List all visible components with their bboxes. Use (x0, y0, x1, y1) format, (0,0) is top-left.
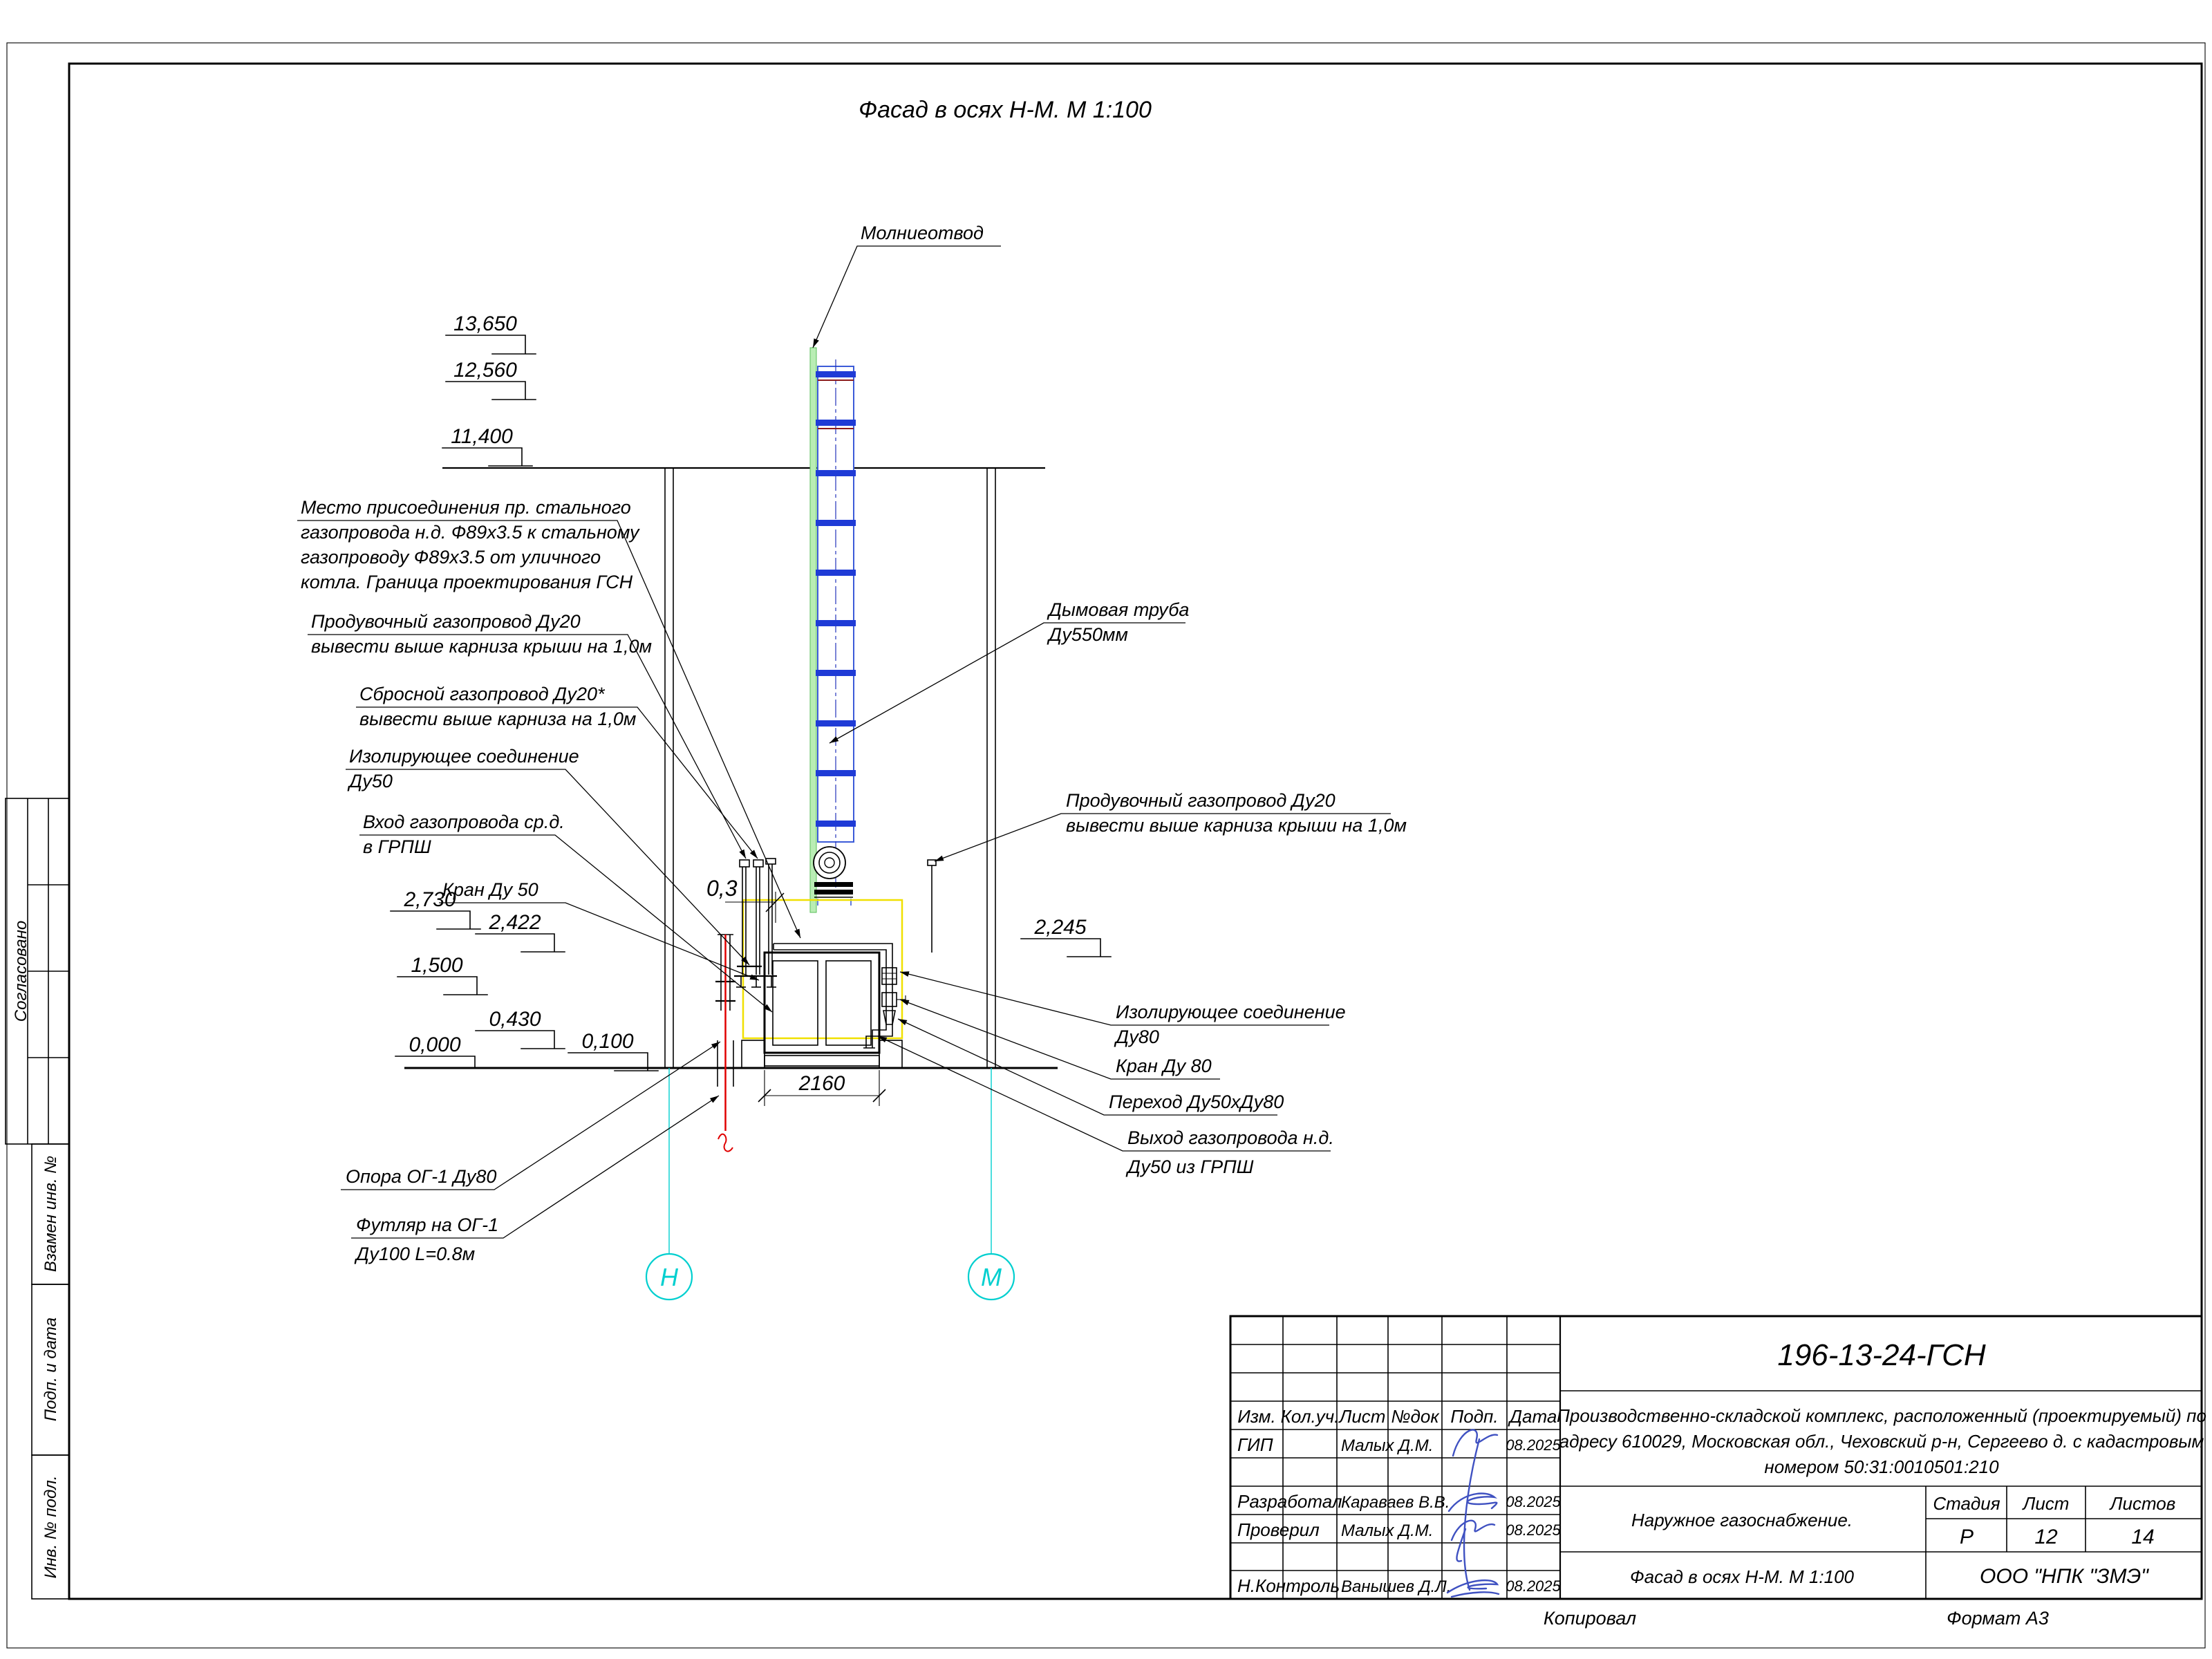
elevation-1500: 1,500 (411, 954, 463, 977)
callout-inlet-1: Вход газопровода ср.д. (363, 812, 565, 832)
tb-col-data: Дата (1509, 1406, 1557, 1427)
tb-col-list: Лист (1339, 1406, 1386, 1427)
axis-marks (646, 1068, 1014, 1300)
tb-role-razrab: Разработал (1237, 1491, 1342, 1512)
callout-purge-left-2: вывести выше карниза крыши на 1,0м (311, 636, 652, 657)
tb-project-line-3: номером 50:31:0010501:210 (1764, 1456, 1999, 1477)
flue-fan (814, 847, 853, 906)
sidebar-agreed-label: Согласовано (12, 920, 30, 1022)
sidebar-stamp-column (6, 798, 69, 1599)
lightning-rod (810, 348, 816, 912)
callout-isolating80-1: Изолирующее соединение (1116, 1002, 1346, 1022)
callout-casing-2: Ду100 L=0.8м (356, 1244, 476, 1264)
tb-date-nk: 08.2025 (1506, 1577, 1561, 1595)
tb-name-prov: Малых Д.М. (1341, 1521, 1434, 1540)
elevation-0100: 0,100 (581, 1030, 634, 1053)
tb-date-razrab: 08.2025 (1506, 1493, 1561, 1510)
tb-project-line-2: адресу 610029, Московская обл., Чеховский р-н, Сергеево д. с кадастровым (1559, 1431, 2204, 1452)
outlet-piping (774, 944, 906, 1048)
axis-m-label: М (981, 1263, 1002, 1291)
valve-80 (882, 993, 897, 1006)
signatures (1447, 1430, 1499, 1597)
axis-h-label: Н (660, 1263, 678, 1291)
elevation-12560: 12,560 (453, 359, 517, 382)
dim-width-value: 2160 (798, 1072, 845, 1095)
tb-role-gip: ГИП (1237, 1434, 1273, 1455)
grpsh-cabinet (742, 900, 902, 1068)
tb-company: ООО "НПК "ЗМЭ" (1980, 1565, 2148, 1588)
tb-sheet-header: Лист (2023, 1493, 2070, 1514)
callout-isolating80-2: Ду80 (1116, 1027, 1159, 1047)
sidebar-inv-no-label: Инв. № подл. (41, 1475, 60, 1579)
elevation-2422: 2,422 (489, 911, 541, 934)
callout-purge-right-1: Продувочный газопровод Ду20 (1066, 790, 1335, 811)
sidebar-sign-date-label: Подп. и дата (41, 1317, 60, 1422)
callout-transition: Переход Ду50хДу80 (1109, 1091, 1284, 1112)
callout-relief-1: Сбросной газопровод Ду20* (359, 684, 605, 704)
tb-name-razrab: Караваев В.В. (1341, 1493, 1450, 1512)
tb-date-gip: 08.2025 (1506, 1436, 1561, 1454)
callout-inlet-2: в ГРПШ (363, 836, 431, 857)
format-label: Формат А3 (1947, 1608, 2049, 1629)
callout-chimney-2: Ду550мм (1049, 624, 1128, 645)
elevation-0000: 0,000 (409, 1033, 461, 1056)
callout-purge-left-1: Продувочный газопровод Ду20 (311, 611, 581, 632)
elevation-2730: 2,730 (404, 888, 456, 911)
tb-stage-value: Р (1959, 1526, 1974, 1548)
callout-relief-2: вывести выше карниза на 1,0м (359, 709, 637, 729)
chimney-stack (810, 348, 856, 912)
tb-col-izm: Изм. (1237, 1406, 1276, 1427)
tb-sheet-value: 12 (2034, 1526, 2058, 1548)
callout-connection-3: газопроводу Ф89х3.5 от уличного (301, 547, 601, 568)
callout-connection-2: газопровода н.д. Ф89х3.5 к стальному (301, 522, 639, 543)
copied-label: Копировал (1543, 1608, 1637, 1629)
purge-riser-right (928, 860, 936, 953)
transition-50x80 (883, 1011, 895, 1024)
callout-isolating50-2: Ду50 (349, 771, 393, 791)
tb-col-koluch: Кол.уч. (1280, 1406, 1340, 1427)
tb-role-prov: Проверил (1237, 1519, 1320, 1540)
vent-risers (734, 859, 777, 987)
elevation-0430: 0,430 (489, 1008, 541, 1031)
tb-stage-header: Стадия (1933, 1493, 2000, 1514)
tb-col-podp: Подп. (1450, 1406, 1499, 1427)
elevation-2245: 2,245 (1034, 916, 1087, 939)
callout-casing-1: Футляр на ОГ-1 (356, 1215, 499, 1235)
callout-support: Опора ОГ-1 Ду80 (346, 1166, 497, 1187)
tb-project-line-1: Производственно-складской комплекс, расположенный (проектируемый) по (1557, 1405, 2206, 1426)
callout-outlet-2: Ду50 из ГРПШ (1127, 1156, 1254, 1177)
page-title: Фасад в осях Н-М. М 1:100 (859, 97, 1152, 123)
elevation-11400: 11,400 (451, 425, 513, 448)
callout-purge-right-2: вывести выше карниза крыши на 1,0м (1066, 815, 1407, 836)
callout-lightning: Молниеотвод (861, 223, 984, 243)
callout-valve80: Кран Ду 80 (1116, 1056, 1212, 1076)
callout-isolating50-1: Изолирующее соединение (349, 746, 579, 767)
footer-labels (1544, 1608, 2049, 1629)
callout-chimney-1: Дымовая труба (1049, 599, 1190, 620)
tb-doc-number: 196-13-24-ГСН (1777, 1338, 1986, 1372)
tb-name-nk: Ванышев Д.Л. (1341, 1577, 1452, 1596)
tb-date-prov: 08.2025 (1506, 1521, 1561, 1539)
tb-section-title: Наружное газоснабжение. (1631, 1510, 1853, 1530)
tb-role-nk: Н.Контроль (1237, 1575, 1340, 1596)
tb-sheets-header: Листов (2110, 1493, 2176, 1514)
callout-connection-1: Место присоединения пр. стального (301, 497, 631, 518)
tb-name-gip: Малых Д.М. (1341, 1436, 1434, 1455)
title-block (1230, 1316, 2206, 1599)
dimension-2160 (758, 1070, 885, 1106)
tb-sheets-value: 14 (2131, 1526, 2155, 1548)
isolating-joint-80 (882, 968, 897, 984)
callout-valve50: Кран Ду 50 (442, 879, 538, 900)
tb-sheet-title: Фасад в осях Н-М. М 1:100 (1629, 1566, 1855, 1587)
tb-col-ndok: №док (1391, 1406, 1439, 1427)
dim-gap-value: 0,3 (706, 876, 738, 901)
callout-outlet-1: Выход газопровода н.д. (1127, 1127, 1334, 1148)
elevation-13650: 13,650 (453, 312, 517, 335)
callout-connection-4: котла. Граница проектирования ГСН (301, 572, 633, 592)
sidebar-replace-inv-label: Взамен инв. № (41, 1155, 60, 1273)
